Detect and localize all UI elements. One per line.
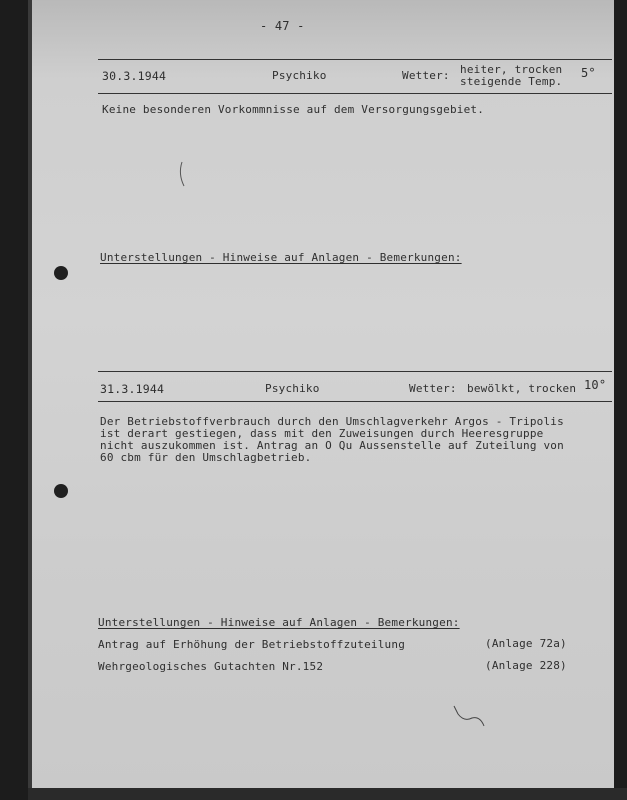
entry-2-date: 31.3.1944 bbox=[100, 382, 165, 396]
entry-1-date: 30.3.1944 bbox=[102, 69, 167, 83]
pencil-scribble-icon bbox=[450, 700, 490, 734]
entry-2-weather-label: Wetter: bbox=[409, 382, 457, 395]
entry-1-bottom-rule bbox=[98, 93, 612, 94]
entry-1-weather-line1: heiter, trocken bbox=[460, 63, 563, 76]
entry-1-text: Keine besonderen Vorkommnisse auf dem Versorgungsgebiet. bbox=[102, 103, 485, 116]
entry-2-text-line-2: ist derart gestiegen, dass mit den Zuweisungen durch Heeresgruppe bbox=[100, 427, 544, 440]
page-number: - 47 - bbox=[260, 19, 305, 33]
entry-2-remarks-heading: Unterstellungen - Hinweise auf Anlagen - Bemerkungen: bbox=[98, 616, 460, 629]
punch-hole-top bbox=[54, 266, 68, 280]
entry-2-text-line-4: 60 cbm für den Umschlagbetrieb. bbox=[100, 451, 312, 464]
entry-2-top-rule bbox=[98, 371, 612, 372]
attachment-1-text: Antrag auf Erhöhung der Betriebstoffzuteilung bbox=[98, 638, 406, 651]
entry-2-bottom-rule bbox=[98, 401, 612, 402]
punch-hole-bottom bbox=[54, 484, 68, 498]
attachment-2-text: Wehrgeologisches Gutachten Nr.152 bbox=[98, 660, 324, 673]
entry-2-weather: bewölkt, trocken bbox=[467, 382, 577, 395]
entry-2-text-line-3: nicht auszukommen ist. Antrag an O Qu Aussenstelle auf Zuteilung von bbox=[100, 439, 564, 452]
entry-1-temperature: 5° bbox=[581, 66, 596, 80]
entry-2-place: Psychiko bbox=[265, 382, 320, 395]
entry-1-weather-line2: steigende Temp. bbox=[460, 75, 563, 88]
pencil-mark-icon bbox=[172, 160, 192, 190]
entry-1-top-rule bbox=[98, 59, 612, 60]
page-bottom-edge bbox=[28, 788, 627, 800]
entry-1-place: Psychiko bbox=[272, 69, 327, 82]
entry-2-text-line-1: Der Betriebstoffverbrauch durch den Umschlagverkehr Argos - Tripolis bbox=[100, 415, 564, 428]
entry-1-weather-label: Wetter: bbox=[402, 69, 450, 82]
entry-1-remarks-heading: Unterstellungen - Hinweise auf Anlagen - Bemerkungen: bbox=[100, 251, 462, 264]
attachment-1-ref: (Anlage 72a) bbox=[485, 637, 567, 650]
attachment-2-ref: (Anlage 228) bbox=[485, 659, 567, 672]
entry-2-temperature: 10° bbox=[584, 378, 607, 392]
document-page bbox=[32, 0, 614, 790]
